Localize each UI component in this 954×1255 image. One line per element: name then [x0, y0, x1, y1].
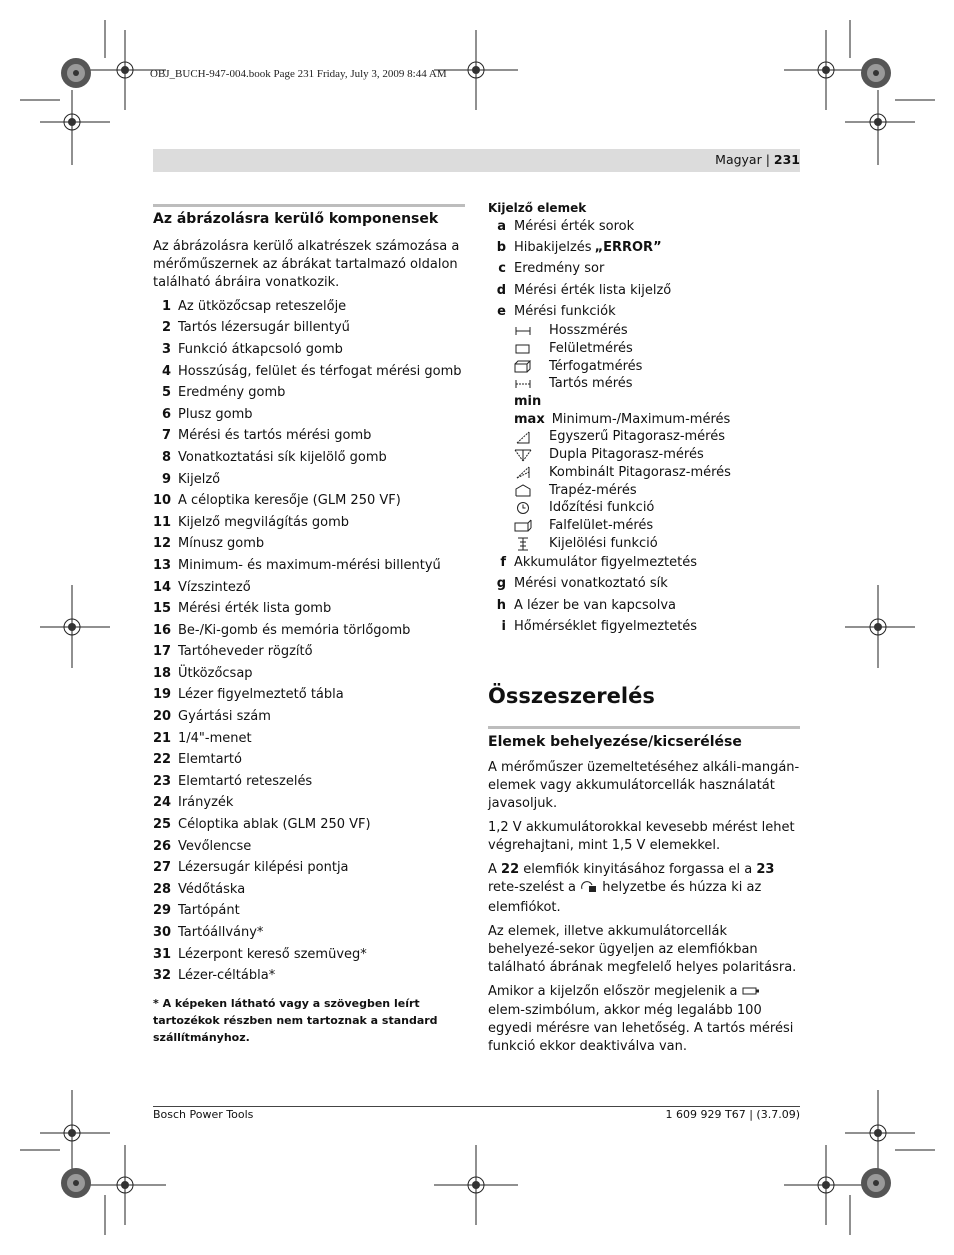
component-item — [153, 382, 465, 404]
component-label: Mínusz gomb — [178, 536, 265, 552]
component-number: 13 — [153, 557, 172, 573]
assembly-title: Összeszerelés — [488, 683, 655, 708]
component-label: Védőtáska — [178, 881, 246, 897]
component-item — [153, 793, 465, 815]
ref-number: 22 — [501, 861, 520, 877]
item-letter: h — [496, 597, 506, 613]
component-label: 1/4"-menet — [178, 730, 252, 746]
component-label: Tartópánt — [178, 903, 240, 919]
function-label: Időzítési funkció — [549, 500, 655, 516]
component-item — [153, 490, 465, 512]
component-label: Kijelző — [178, 471, 221, 487]
text-run: elemfiók kinyitásához forgassa el a — [519, 861, 757, 877]
component-label: Vonatkoztatási sík kijelölő gomb — [178, 449, 387, 465]
component-number: 21 — [153, 730, 172, 746]
component-label: Funkció átkapcsoló gomb — [178, 341, 343, 357]
battery-section-title: Elemek behelyezése/kicserélése — [488, 726, 800, 751]
component-number: 32 — [153, 968, 172, 984]
component-item — [153, 836, 465, 858]
component-label: Hosszúság, felület és térfogat mérési gomb — [178, 363, 462, 379]
component-label: Lézer figyelmeztető tábla — [178, 687, 344, 703]
component-number: 14 — [153, 579, 172, 595]
component-item — [153, 361, 465, 383]
page-header — [715, 152, 800, 167]
component-item — [153, 663, 465, 685]
item-letter: b — [496, 239, 506, 255]
component-item — [153, 685, 465, 707]
component-item — [153, 771, 465, 793]
error-label: „ERROR” — [594, 239, 662, 255]
display-item-h — [488, 595, 800, 616]
component-number: 19 — [153, 687, 172, 703]
component-label: Irányzék — [178, 795, 234, 811]
battery-paragraph-4: Az elemek, illetve akkumulátorcellák behelyezé-sekor ügyeljen az elemfiókban található ábrának megfelelő helyes polaritásra. — [488, 923, 797, 975]
component-number: 12 — [153, 536, 172, 552]
text-run: rete-szelést a — [488, 879, 581, 895]
component-item — [153, 857, 465, 879]
page-header-bar — [153, 149, 800, 172]
component-label: Lézer-céltábla* — [178, 968, 276, 984]
function-label: Falfelület-mérés — [549, 517, 654, 533]
marking-function-icon — [514, 537, 532, 551]
item-letter: i — [501, 618, 506, 634]
component-item — [153, 620, 465, 642]
item-text: Mérési vonatkoztató sík — [514, 576, 668, 592]
function-label: Trapéz-mérés — [549, 482, 637, 498]
area-measure-icon — [514, 343, 532, 355]
text-run: Amikor a kijelzőn először megjelenik a — [488, 983, 742, 999]
display-item-d — [488, 280, 800, 301]
pythagoras-combined-icon — [514, 466, 532, 479]
function-label: Kijelölési funkció — [549, 535, 658, 551]
text-run: helyzetbe és húzza ki az elemfiókot. — [488, 879, 762, 915]
component-item — [153, 922, 465, 944]
item-text: Akkumulátor figyelmeztetés — [514, 555, 697, 571]
component-number: 24 — [153, 795, 172, 811]
accessories-footnote: * A képeken látható vagy a szövegben leírt tartozékok részben nem tartoznak a standard szállítmányhoz. — [153, 997, 438, 1044]
item-text: Hibakijelzés — [514, 239, 592, 255]
item-text: A lézer be van kapcsolva — [514, 597, 677, 613]
component-item — [153, 944, 465, 966]
display-item-i — [488, 616, 800, 637]
component-label: Minimum- és maximum-mérési billentyű — [178, 557, 441, 573]
item-text: Mérési funkciók — [514, 303, 616, 319]
component-label: Céloptika ablak (GLM 250 VF) — [178, 817, 371, 833]
trapezoid-measure-icon — [514, 484, 532, 497]
min-label: min — [514, 394, 542, 410]
item-letter: a — [497, 218, 506, 234]
component-number: 6 — [161, 406, 171, 422]
item-text: Mérési érték lista kijelző — [514, 282, 672, 298]
item-letter: d — [496, 282, 506, 298]
component-number: 27 — [153, 860, 172, 876]
item-letter: e — [497, 303, 506, 319]
function-label: Dupla Pitagorasz-mérés — [549, 447, 704, 463]
battery-paragraph-3 — [488, 861, 800, 917]
component-number: 18 — [153, 665, 172, 681]
component-label: Gyártási szám — [178, 709, 271, 725]
battery-paragraph-1: A mérőműszer üzemeltetéséhez alkáli-mangán-elemek vagy akkumulátorcellák használatát javasoljuk. — [488, 759, 800, 811]
component-label: A céloptika keresője (GLM 250 VF) — [178, 493, 401, 509]
component-label: Az ütközőcsap reteszelője — [178, 298, 347, 314]
component-item — [153, 534, 465, 556]
pythagoras-simple-icon — [514, 431, 532, 444]
component-item — [153, 728, 465, 750]
function-row — [488, 429, 800, 447]
component-label: Tartóheveder rögzítő — [178, 644, 313, 660]
component-label: Elemtartó reteszelés — [178, 773, 313, 789]
component-item — [153, 706, 465, 728]
continuous-measure-icon — [514, 379, 532, 389]
page-number: 231 — [773, 152, 800, 167]
component-number: 22 — [153, 752, 172, 768]
max-label: max — [514, 411, 545, 427]
component-number: 26 — [153, 838, 172, 854]
component-label: Mérési és tartós mérési gomb — [178, 428, 372, 444]
component-number: 15 — [153, 601, 172, 617]
text-run: elem-szimbólum, akkor még legalább 100 egyedi mérésre van lehetőség. A tartós mérési funkció ekkor deaktiválva van. — [488, 1002, 794, 1054]
min-row — [488, 393, 800, 411]
component-number: 7 — [161, 428, 171, 444]
display-item-g — [488, 574, 800, 595]
function-row — [488, 446, 800, 464]
component-label: Tartóállvány* — [178, 925, 264, 941]
component-number: 3 — [161, 341, 171, 357]
component-item — [153, 749, 465, 771]
component-label: Ütközőcsap — [178, 665, 253, 681]
display-item-a — [488, 216, 800, 237]
page-header-language: Magyar | — [715, 152, 770, 167]
component-number: 4 — [161, 363, 171, 379]
component-item — [153, 426, 465, 448]
battery-paragraph-5 — [488, 983, 800, 1056]
component-number: 8 — [161, 449, 171, 465]
component-number: 2 — [161, 320, 171, 336]
function-label: Kombinált Pitagorasz-mérés — [549, 464, 731, 480]
component-number: 9 — [161, 471, 171, 487]
component-label: Elemtartó — [178, 752, 242, 768]
function-row — [488, 464, 800, 482]
function-label: Egyszerű Pitagorasz-mérés — [549, 429, 725, 445]
component-label: Lézerpont kereső szemüveg* — [178, 946, 367, 962]
component-item — [153, 339, 465, 361]
component-label: Vízszintező — [178, 579, 251, 595]
book-file-header: OBJ_BUCH-947-004.book Page 231 Friday, July 3, 2009 8:44 AM — [150, 68, 447, 80]
footer-rule — [153, 1106, 800, 1107]
components-list — [153, 296, 465, 987]
component-item — [153, 598, 465, 620]
unlock-icon — [580, 879, 598, 899]
component-number: 16 — [153, 622, 172, 638]
function-row — [488, 322, 800, 340]
function-row — [488, 535, 800, 553]
component-item — [153, 404, 465, 426]
text-run: A — [488, 861, 502, 877]
component-item — [153, 577, 465, 599]
component-number: 10 — [153, 493, 172, 509]
item-text: Hőmérséklet figyelmeztetés — [514, 618, 698, 634]
component-item — [153, 318, 465, 340]
component-item — [153, 642, 465, 664]
component-number: 1 — [161, 298, 171, 314]
function-row — [488, 482, 800, 500]
component-number: 5 — [161, 385, 171, 401]
item-letter: f — [500, 555, 506, 571]
component-label: Kijelző megvilágítás gomb — [178, 514, 350, 530]
component-number: 28 — [153, 881, 172, 897]
footer-doc-number: 1 609 929 T67 | (3.7.09) — [665, 1108, 800, 1121]
components-intro: Az ábrázolásra kerülő alkatrészek számozása a mérőműszernek az ábrákat tartalmazó oldalon található ábráira vonatkozik. — [153, 239, 460, 290]
item-text: Mérési érték sorok — [514, 218, 635, 234]
component-number: 17 — [153, 644, 172, 660]
display-elements-title: Kijelző elemek — [488, 201, 587, 215]
component-item — [153, 965, 465, 987]
component-item — [153, 814, 465, 836]
wall-area-icon — [514, 519, 532, 532]
minmax-text: Minimum-/Maximum-mérés — [551, 411, 731, 427]
display-item-f — [488, 552, 800, 573]
component-number: 29 — [153, 903, 172, 919]
function-row — [488, 358, 800, 376]
component-number: 11 — [153, 514, 172, 530]
battery-paragraph-2: 1,2 V akkumulátorokkal kevesebb mérést lehet végrehajtani, mint 1,5 V elemekkel. — [488, 819, 795, 853]
left-column — [153, 204, 465, 1046]
component-number: 30 — [153, 925, 172, 941]
item-letter: g — [496, 576, 506, 592]
components-title: Az ábrázolásra kerülő komponensek — [153, 204, 465, 228]
component-item — [153, 512, 465, 534]
battery-symbol-icon — [742, 984, 760, 1002]
item-letter: c — [498, 261, 506, 277]
right-column — [488, 200, 800, 1062]
component-label: Mérési érték lista gomb — [178, 601, 332, 617]
component-label: Vevőlencse — [178, 838, 252, 854]
component-label: Eredmény gomb — [178, 385, 286, 401]
function-label: Térfogatmérés — [549, 358, 643, 374]
item-text: Eredmény sor — [514, 261, 605, 277]
footer-company: Bosch Power Tools — [153, 1108, 254, 1121]
function-row — [488, 517, 800, 535]
component-item — [153, 469, 465, 491]
function-label: Tartós mérés — [549, 376, 633, 392]
display-item-c — [488, 259, 800, 280]
volume-measure-icon — [514, 360, 532, 373]
component-label: Lézersugár kilépési pontja — [178, 860, 349, 876]
max-row — [488, 411, 800, 429]
function-row — [488, 340, 800, 358]
display-item-b — [488, 237, 800, 258]
component-number: 20 — [153, 709, 172, 725]
ref-number: 23 — [756, 861, 775, 877]
function-label: Felületmérés — [549, 341, 633, 357]
component-item — [153, 879, 465, 901]
component-label: Plusz gomb — [178, 406, 253, 422]
function-row — [488, 376, 800, 394]
component-item — [153, 296, 465, 318]
component-label: Be-/Ki-gomb és memória törlőgomb — [178, 622, 411, 638]
component-label: Tartós lézersugár billentyű — [178, 320, 350, 336]
component-item — [153, 555, 465, 577]
function-label: Hosszmérés — [549, 323, 628, 339]
display-item-e — [488, 301, 800, 322]
timer-function-icon — [514, 501, 532, 515]
component-number: 31 — [153, 946, 172, 962]
component-number: 23 — [153, 773, 172, 789]
component-item — [153, 447, 465, 469]
pythagoras-double-icon — [514, 449, 532, 462]
function-row — [488, 499, 800, 517]
component-item — [153, 901, 465, 923]
length-measure-icon — [514, 326, 532, 336]
component-number: 25 — [153, 817, 172, 833]
